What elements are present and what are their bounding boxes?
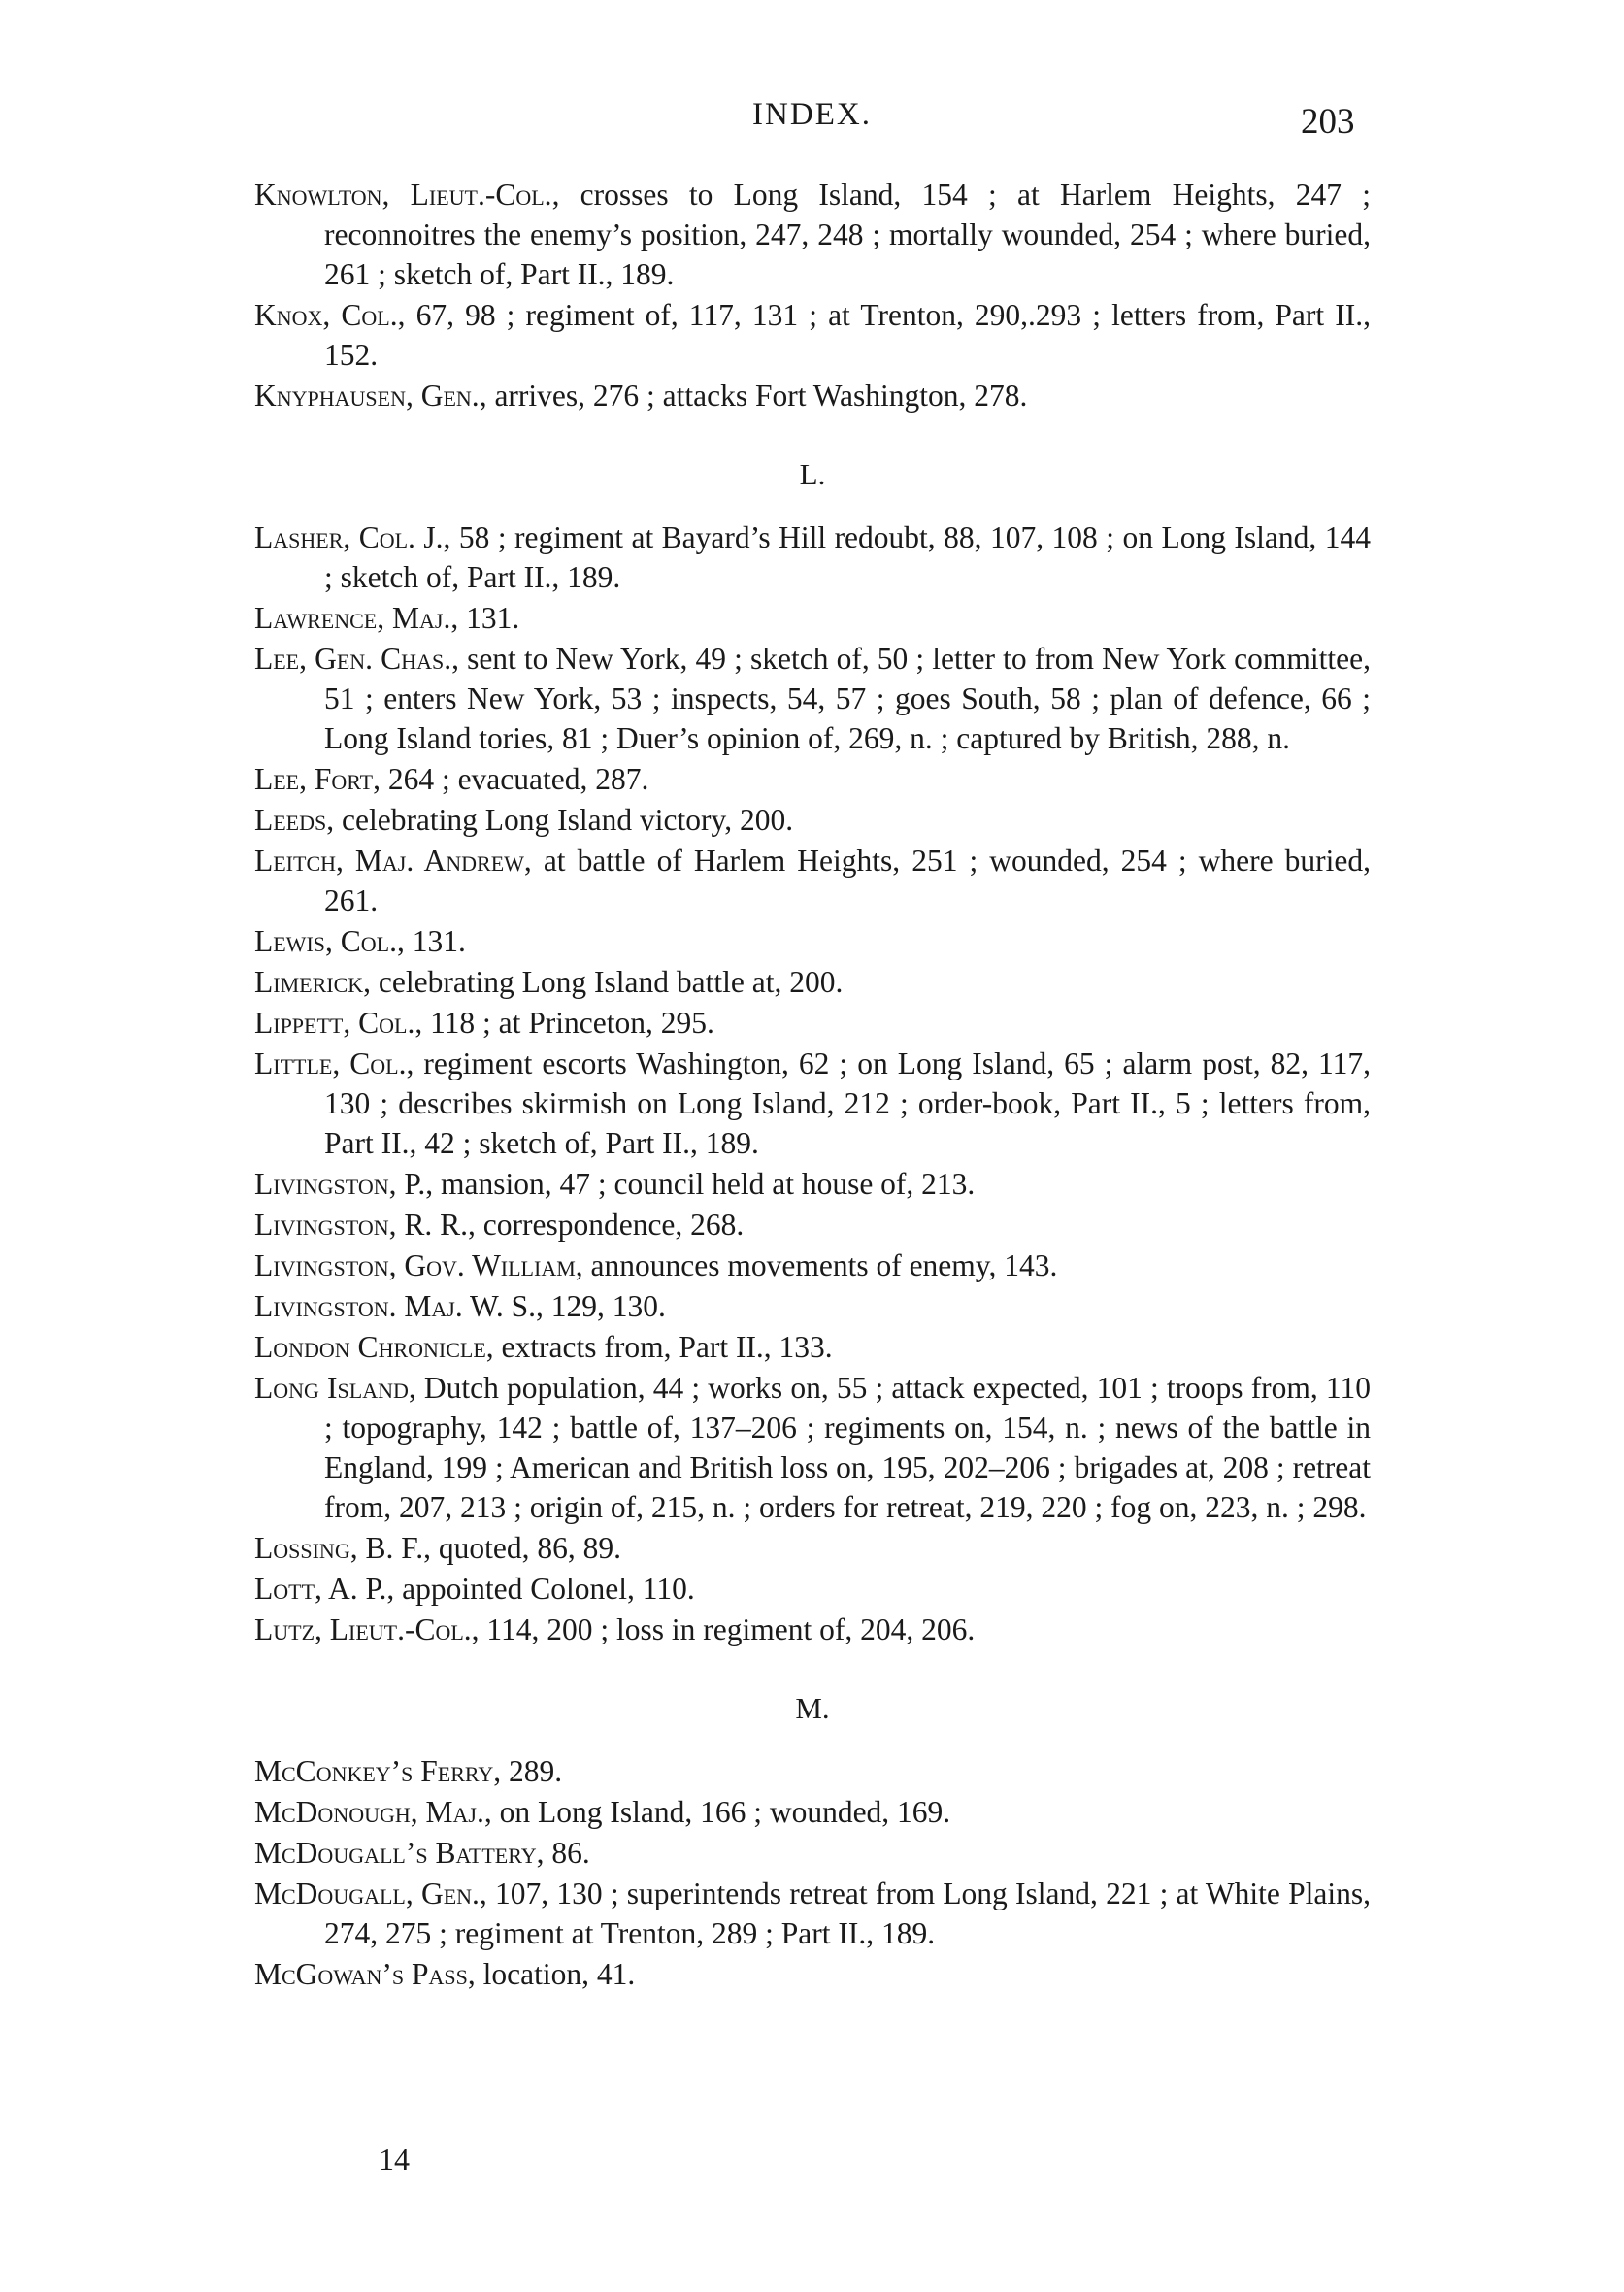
index-references: , at battle of Harlem Heights, 251 ; wounded, 254 ; where buried, 261. bbox=[324, 844, 1371, 917]
index-references: , extracts from, Part II., 133. bbox=[485, 1330, 833, 1364]
index-references: , sent to New York, 49 ; sketch of, 50 ; letter to from New York committee, 51 ; enters New York, 53 ; inspects, 54, 57 ; goes South, 58 ; plan of defence, 66 ; Long Island tories, 81 ; Duer’s opinion of, 269, n. ; captured by British, 288, n. bbox=[324, 642, 1372, 755]
index-term: McGowan’s Pass bbox=[254, 1957, 468, 1991]
index-entry bbox=[254, 639, 1371, 758]
index-references: , 129, 130. bbox=[535, 1289, 666, 1323]
signature-mark: 14 bbox=[379, 2142, 410, 2176]
index-term: Livingston, P. bbox=[254, 1167, 426, 1201]
index-references: , regiment escorts Washington, 62 ; on Long Island, 65 ; alarm post, 82, 117, 130 ; describes skirmish on Long Island, 212 ; order-book, Part II., 5 ; letters from, Part II., 42 ; sketch of, Part II., 189. bbox=[324, 1046, 1371, 1160]
index-entry bbox=[254, 921, 1371, 961]
index-term: London Chronicle bbox=[254, 1330, 486, 1364]
index-entry bbox=[254, 1327, 1371, 1367]
index-term: Lawrence, Maj. bbox=[254, 601, 451, 635]
index-entry bbox=[254, 800, 1371, 840]
index-term: Lasher, Col. J. bbox=[254, 520, 444, 554]
index-entry bbox=[254, 1792, 1371, 1832]
index-references: , 264 ; evacuated, 287. bbox=[373, 762, 649, 796]
index-term: Lossing, B. F. bbox=[254, 1531, 424, 1565]
index-references: , 118 ; at Princeton, 295. bbox=[414, 1006, 714, 1040]
index-references: , Dutch population, 44 ; works on, 55 ; attack expected, 101 ; troops from, 110 ; topography, 142 ; battle of, 137–206 ; regiments on, 154, n. ; news of the battle in England, 199 ; American and British loss on, 195, 202–206 ; brigades at, 208 ; retreat from, 207, 213 ; origin of, 215, n. ; orders for retreat, 219, 220 ; fog on, 223, n. ; 298. bbox=[324, 1371, 1371, 1524]
index-term: Knox, Col. bbox=[254, 298, 398, 332]
index-references: , quoted, 86, 89. bbox=[423, 1531, 621, 1565]
index-references: , appointed Colonel, 110. bbox=[386, 1572, 695, 1606]
index-term: Livingston, Gov. William bbox=[254, 1248, 576, 1282]
index-term: Little, Col. bbox=[254, 1046, 407, 1080]
index-entry bbox=[254, 1954, 1371, 1994]
index-entry bbox=[254, 1751, 1371, 1791]
index-entry bbox=[254, 962, 1371, 1002]
index-entry bbox=[254, 1205, 1371, 1245]
index-entry bbox=[254, 295, 1371, 375]
index-references: , correspondence, 268. bbox=[468, 1208, 745, 1242]
index-term: Lott, A. P. bbox=[254, 1572, 387, 1606]
index-entry bbox=[254, 1368, 1371, 1527]
index-entry bbox=[254, 1528, 1371, 1568]
index-references: , announces movements of enemy, 143. bbox=[575, 1248, 1058, 1282]
index-entry bbox=[254, 1286, 1371, 1326]
index-references: , 114, 200 ; loss in regiment of, 204, 206. bbox=[471, 1612, 976, 1646]
index-term: Limerick bbox=[254, 965, 364, 999]
index-entry bbox=[254, 1003, 1371, 1043]
index-references: , celebrating Long Island battle at, 200. bbox=[363, 965, 844, 999]
page-title: INDEX. bbox=[752, 97, 872, 132]
index-term: Knowlton, Lieut.-Col. bbox=[254, 178, 552, 212]
index-references: , on Long Island, 166 ; wounded, 169. bbox=[483, 1795, 951, 1829]
section-letter-heading: M. bbox=[795, 1691, 830, 1725]
index-term: Lippett, Col. bbox=[254, 1006, 415, 1040]
index-references: , crosses to Long Island, 154 ; at Harlem Heights, 247 ; reconnoitres the enemy’s position, 247, 248 ; mortally wounded, 254 ; where buried, 261 ; sketch of, Part II., 189. bbox=[324, 178, 1371, 291]
index-term: Long Island bbox=[254, 1371, 409, 1405]
index-references: , 131. bbox=[450, 601, 520, 635]
page-number: 203 bbox=[1301, 102, 1355, 142]
index-references: , 107, 130 ; superintends retreat from Long Island, 221 ; at White Plains, 274, 275 ; regiment at Trenton, 289 ; Part II., 189. bbox=[324, 1877, 1371, 1950]
index-term: Lutz, Lieut.-Col. bbox=[254, 1612, 472, 1646]
index-entry bbox=[254, 376, 1371, 415]
index-term: Lee, Gen. Chas. bbox=[254, 642, 452, 676]
index-term: Livingston. Maj. W. S. bbox=[254, 1289, 536, 1323]
index-term: McDougall, Gen. bbox=[254, 1877, 480, 1910]
index-entry bbox=[254, 1833, 1371, 1873]
index-entry bbox=[254, 1164, 1371, 1204]
running-head bbox=[0, 97, 1624, 146]
index-references: , 67, 98 ; regiment of, 117, 131 ; at Trenton, 290,.293 ; letters from, Part II., 152. bbox=[324, 298, 1371, 372]
index-term: McDonough, Maj. bbox=[254, 1795, 484, 1829]
index-term: Leeds bbox=[254, 803, 327, 837]
index-entry bbox=[254, 1246, 1371, 1285]
index-term: Livingston, R. R. bbox=[254, 1208, 469, 1242]
index-entry bbox=[254, 175, 1371, 294]
index-references: , 86. bbox=[536, 1836, 590, 1870]
index-term: Leitch, Maj. Andrew bbox=[254, 844, 524, 878]
index-references: , arrives, 276 ; attacks Fort Washington, 278. bbox=[479, 379, 1028, 413]
index-entry bbox=[254, 598, 1371, 638]
index-entry bbox=[254, 759, 1371, 799]
index-references: , 289. bbox=[493, 1754, 563, 1788]
index-entry bbox=[254, 841, 1371, 920]
index-entry bbox=[254, 1569, 1371, 1609]
section-letter-heading: L. bbox=[799, 457, 826, 491]
index-references: , 131. bbox=[396, 924, 466, 958]
index-entry bbox=[254, 1044, 1371, 1163]
index-term: McDougall’s Battery bbox=[254, 1836, 537, 1870]
index-term: McConkey’s Ferry bbox=[254, 1754, 494, 1788]
index-term: Lee, Fort bbox=[254, 762, 374, 796]
index-references: , 58 ; regiment at Bayard’s Hill redoubt, 88, 107, 108 ; on Long Island, 144 ; sketch of, Part II., 189. bbox=[324, 520, 1371, 594]
index-references: , celebrating Long Island victory, 200. bbox=[326, 803, 794, 837]
index-entry bbox=[254, 1874, 1371, 1953]
index-references: , location, 41. bbox=[467, 1957, 636, 1991]
index-term: Lewis, Col. bbox=[254, 924, 397, 958]
index-body bbox=[254, 175, 1371, 1995]
index-entry bbox=[254, 1610, 1371, 1649]
index-entry bbox=[254, 517, 1371, 597]
index-term: Knyphausen, Gen. bbox=[254, 379, 480, 413]
index-references: , mansion, 47 ; council held at house of, 213. bbox=[425, 1167, 976, 1201]
